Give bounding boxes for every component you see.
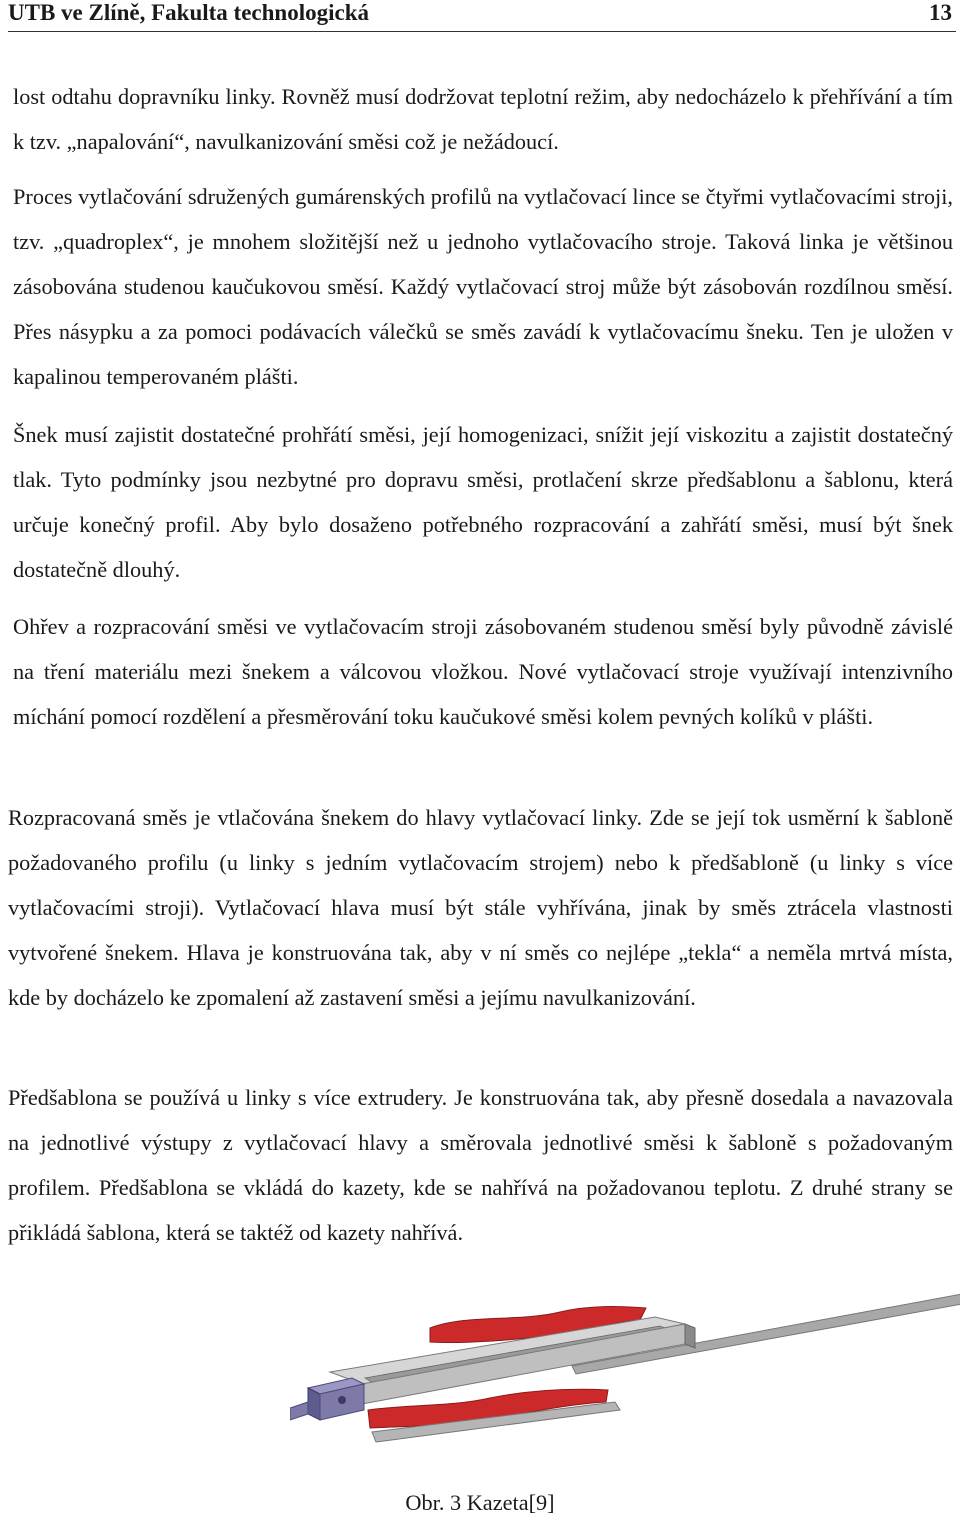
paragraph-2: Proces vytlačování sdružených gumárenských profilů na vytlačovací lince se čtyřmi vytlačovacími stroji, tzv. „quadroplex“, je mnohem složitější než u jednoho vytlačovacího stroje. Taková linka je většinou zásobována studenou kaučukovou směsí. Každý vytlačovací stroj může být zásobován rozdílnou směsí. Přes násypku a za pomoci podávacích válečků se směs zavádí k vytlačovacímu šneku. Ten je uložen v kapalinou temperovaném plášti. <box>13 184 953 389</box>
page-header <box>8 0 956 32</box>
frame-end <box>685 1324 695 1348</box>
figure-cassette <box>290 1292 960 1468</box>
header-title: UTB ve Zlíně, Fakulta technologická <box>8 0 369 25</box>
paragraph-4: Ohřev a rozpracování směsi ve vytlačovacím stroji zásobovaném studenou směsí byly původně závislé na tření materiálu mezi šnekem a válcovou vložkou. Nové vytlačovací stroje využívají intenzivního míchání pomocí rozdělení a přesměrování toku kaučukové směsi kolem pevných kolíků v plášti. <box>13 614 953 729</box>
cassette-illustration <box>290 1292 960 1468</box>
figure-caption: Obr. 3 Kazeta[9] <box>405 1490 555 1515</box>
paragraph-5: Rozpracovaná směs je vtlačována šnekem do hlavy vytlačovací linky. Zde se její tok usměrní k šabloně požadovaného profilu (u linky s jedním vytlačovacím strojem) nebo k předšabloně (u linky s více vytlačovacími stroji). Vytlačovací hlava musí být stále vyhřívána, jinak by směs ztrácela vlastnosti vytvořené šnekem. Hlava je konstruována tak, aby v ní směs co nejlépe „tekla“ a neměla mrtvá místa, kde by docházelo ke zpomalení až zastavení směsi a jejímu navulkanizování. <box>8 805 953 1010</box>
paragraph-1: lost odtahu dopravníku linky. Rovněž musí dodržovat teplotní režim, aby nedocházelo k přehřívání a tím k tzv. „napalování“, navulkanizování směsi což je nežádoucí. <box>13 84 953 154</box>
block-front <box>308 1388 320 1420</box>
paragraph-6: Předšablona se používá u linky s více extrudery. Je konstruována tak, aby přesně dosedala a navazovala na jednotlivé výstupy z vytlačovací hlavy a směrovala jednotlivé směsi k šabloně s požadovaným profilem. Předšablona se vkládá do kazety, kde se nahřívá na požadovanou teplotu. Z druhé strany se přikládá šablona, která se taktéž od kazety nahřívá. <box>8 1085 953 1245</box>
page-number: 13 <box>929 0 952 25</box>
paragraph-3: Šnek musí zajistit dostatečné prohřátí směsi, její homogenizaci, snížit její viskozitu a zajistit dostatečný tlak. Tyto podmínky jsou nezbytné pro dopravu směsi, protlačení skrze předšablonu a šablonu, která určuje konečný profil. Aby bylo dosaženo potřebného rozpracování a zahřátí směsi, musí být šnek dostatečně dlouhý. <box>13 422 953 582</box>
block-hole <box>338 1396 346 1404</box>
